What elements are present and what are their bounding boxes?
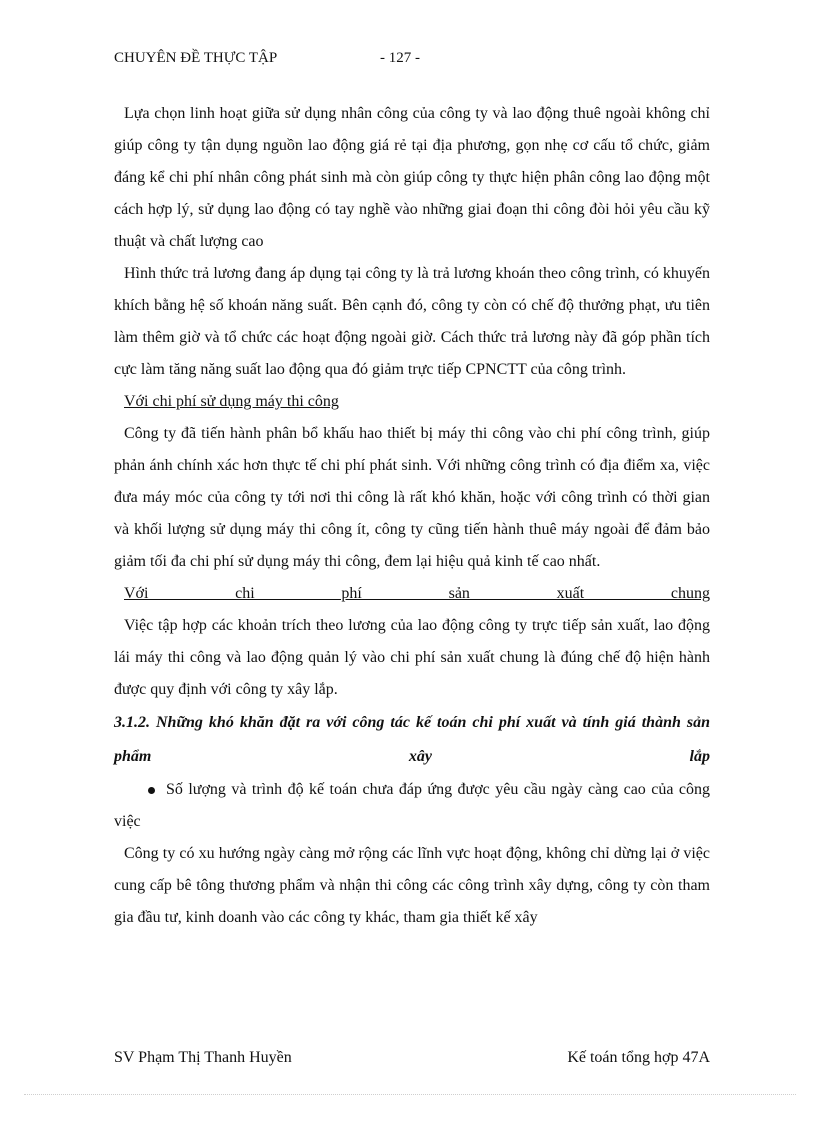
paragraph-labor-flexibility: Lựa chọn linh hoạt giữa sử dụng nhân công của công ty và lao động thuê ngoài không chỉ giúp công ty tận dụng nguồn lao động giá rẻ tại địa phương, gọn nhẹ cơ cấu tổ chức, giảm đáng kể chi phí nhân công phát sinh mà còn giúp công ty thực hiện phân công lao động một cách hợp lý, sử dụng lao động có tay nghề vào những giai đoạn thi công đòi hỏi yêu cầu kỹ thuật và chất lượng cao	[114, 105, 710, 250]
subheading-machine-cost	[114, 386, 710, 418]
report-title: CHUYÊN ĐỀ THỰC TẬP	[114, 50, 278, 66]
page-header	[114, 50, 714, 74]
paragraph-wage-form: Hình thức trả lương đang áp dụng tại công ty là trả lương khoán theo công trình, có khuyến khích bằng hệ số khoán năng suất. Bên cạnh đó, công ty còn có chế độ thưởng phạt, ưu tiên làm thêm giờ và tổ chức các hoạt động ngoài giờ. Cách thức trả lương này đã góp phần tích cực làm tăng năng suất lao động qua đó giảm trực tiếp CPNCTT của công trình.	[114, 265, 710, 378]
subheading-machine-cost-text: Với chi phí sử dụng máy thi công	[124, 393, 339, 410]
paragraph-machine-cost: Công ty đã tiến hành phân bổ khấu hao thiết bị máy thi công vào chi phí công trình, giúp phản ánh chính xác hơn thực tế chi phí phát sinh. Với những công trình có địa điểm xa, việc đưa máy móc của công ty tới nơi thi công là rất khó khăn, hoặc với công trình có thời gian và khối lượng sử dụng máy thi công ít, công ty cũng tiến hành thuê máy ngoài để đảm bảo giảm tối đa chi phí sử dụng máy thi công, đem lại hiệu quả kinh tế cao nhất.	[114, 425, 710, 570]
section-heading-difficulties: 3.1.2. Những khó khăn đặt ra với công tác kế toán chi phí xuất và tính giá thành sản phẩm xây lắp	[114, 714, 710, 765]
paragraph-expansion: Công ty có xu hướng ngày càng mở rộng các lĩnh vực hoạt động, không chỉ dừng lại ở việc cung cấp bê tông thương phẩm và nhận thi công các công trình xây dựng, công ty còn tham gia đầu tư, kinh doanh vào các công ty khác, tham gia thiết kế xây	[114, 845, 710, 926]
paragraph-general-cost: Việc tập hợp các khoản trích theo lương của lao động công ty trực tiếp sản xuất, lao động lái máy thi công và lao động quản lý vào chi phí sản xuất chung là đúng chế độ hiện hành được quy định với công ty xây lắp.	[114, 617, 710, 698]
footer-author: SV Phạm Thị Thanh Huyền	[114, 1049, 292, 1066]
bullet-item-text: Số lượng và trình độ kế toán chưa đáp ứng được yêu cầu ngày càng cao của công việc	[114, 781, 710, 830]
page-footer	[114, 1049, 710, 1073]
page-number: - 127 -	[380, 50, 420, 66]
document-body	[114, 98, 710, 934]
bullet-item-accounting-staff	[114, 774, 710, 838]
bullet-dot-icon	[148, 787, 155, 794]
footer-class: Kế toán tổng hợp 47A	[567, 1049, 710, 1066]
page-bottom-divider	[24, 1094, 796, 1095]
subheading-general-cost: Với chi phí sản xuất chung	[124, 585, 710, 602]
